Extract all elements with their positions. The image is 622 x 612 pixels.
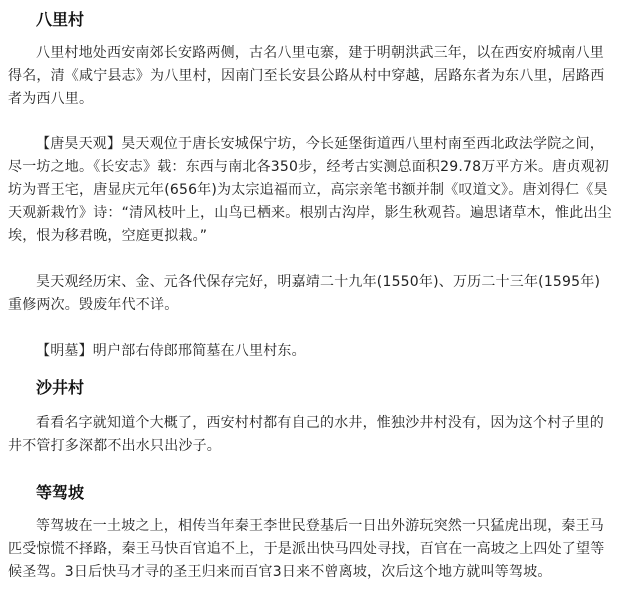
section-title-dengjiapo: 等驾坡 bbox=[36, 483, 85, 502]
paragraph-haotianguan: 【唐昊天观】昊天观位于唐长安城保宁坊，今长延堡街道西八里村南至西北政法学院之间，尽一坊之地。《长安志》载：东西与南北各350步，经考古实测总面积29.78万平方米。唐贞观初坊为晋王宅，唐显庆元年(656年)为太宗追福而立，高宗亲笔书额并制《叹道文》。唐刘得仁《昊天观新栽竹》诗：“清风枝叶上，山鸟已栖来。根别古沟岸，影生秋观苔。遍思诸草木，惟此出尘埃，恨为移君晚，空庭更拟栽。” bbox=[8, 136, 612, 244]
section-title-balicun: 八里村 bbox=[36, 10, 85, 29]
paragraph-shajingcun: 看看名字就知道个大概了，西安村村都有自己的水井，惟独沙井村没有，因为这个村子里的井不管打多深都不出水只出沙子。 bbox=[8, 415, 604, 454]
paragraph-haotianguan-history: 昊天观经历宋、金、元各代保存完好，明嘉靖二十九年(1550年)、万历二十三年(1595年)重修两次。毁废年代不详。 bbox=[8, 274, 601, 313]
paragraph-dengjiapo: 等驾坡在一土坡之上，相传当年秦王李世民登基后一日出外游玩突然一只猛虎出现，秦王马匹受惊慌不择路，秦王马快百官追不上，于是派出快马四处寻找，百官在一高坡之上四处了望等候圣驾。3日后快马才寻的圣王归来而百官3日来不曾离坡，次后这个地方就叫等驾坡。 bbox=[8, 518, 605, 580]
section-title-shajingcun: 沙井村 bbox=[36, 378, 85, 397]
paragraph-ming-tomb: 【明墓】明户部右侍郎邢简墓在八里村东。 bbox=[36, 343, 306, 359]
paragraph-balicun-intro: 八里村地处西安南郊长安路两侧，古名八里屯寨，建于明朝洪武三年，以在西安府城南八里得名，清《咸宁县志》为八里村，因南门至长安县公路从村中穿越，居路东者为东八里，居路西者为西八里。 bbox=[8, 45, 605, 107]
